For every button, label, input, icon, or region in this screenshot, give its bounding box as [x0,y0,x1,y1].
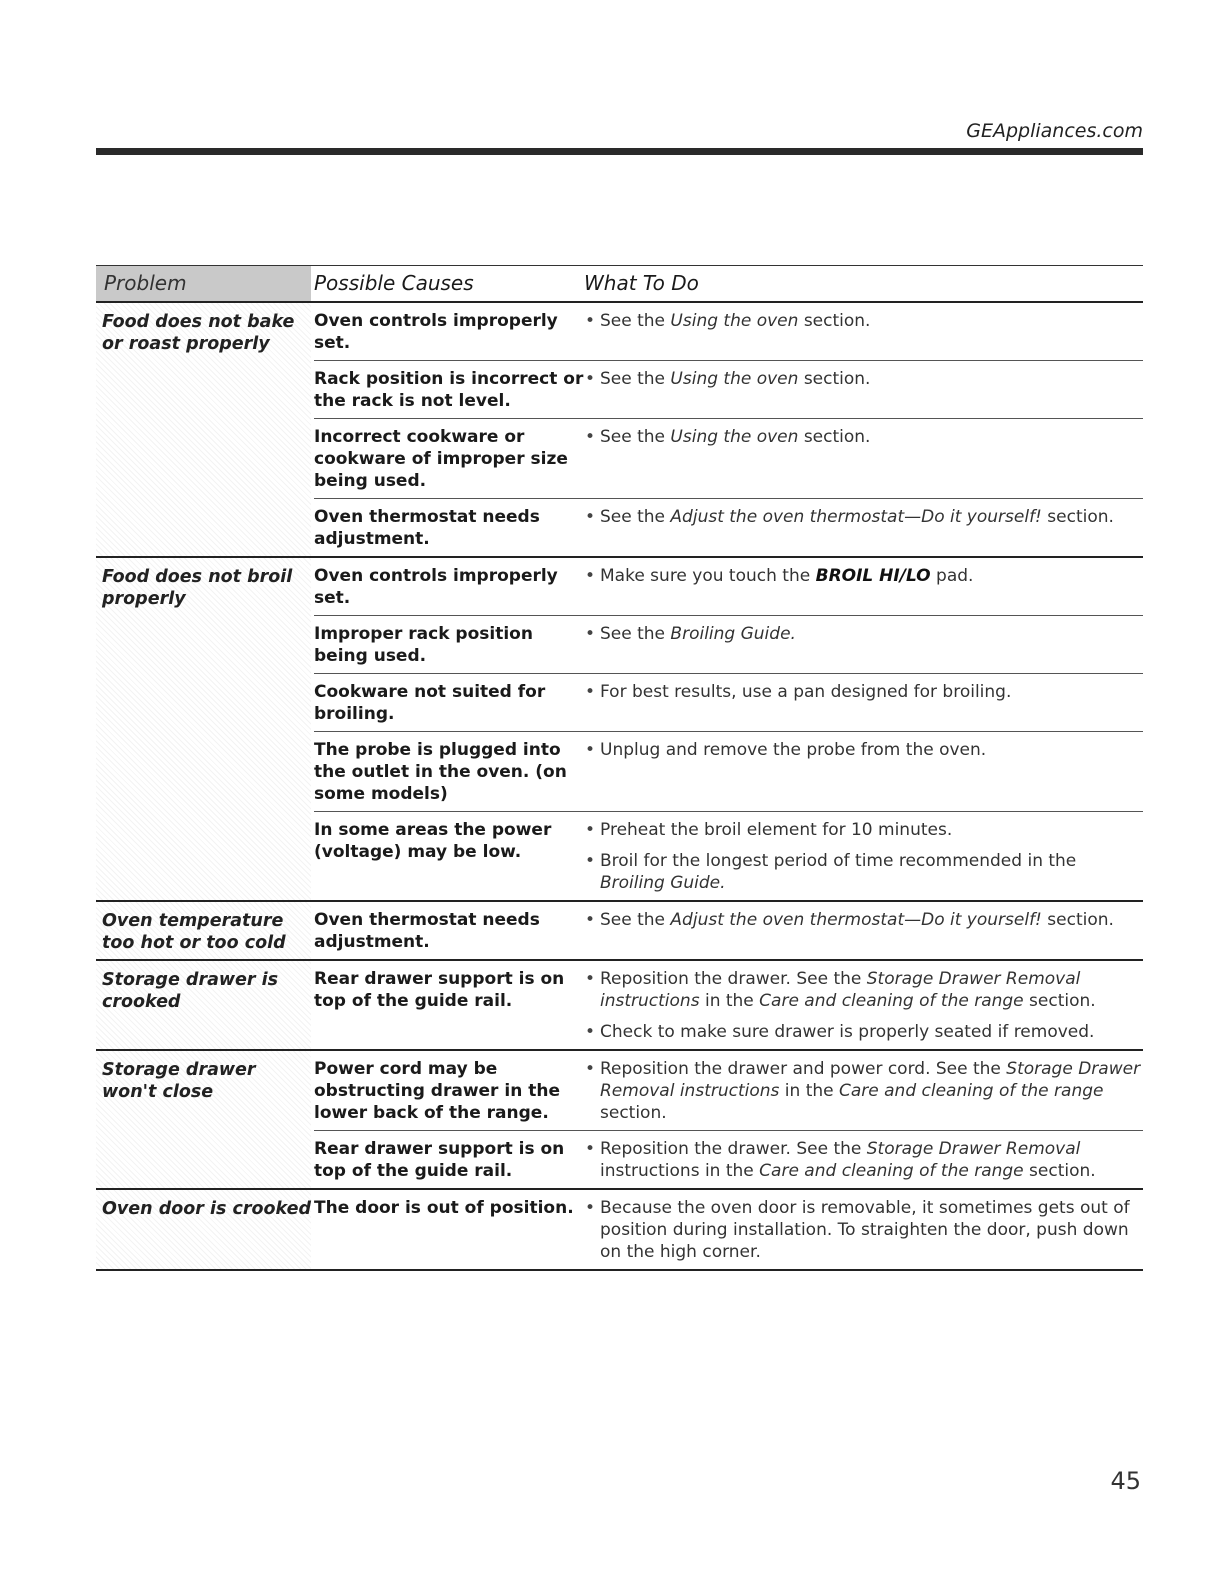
reference-text: Broiling Guide. [600,873,726,893]
reference-text: Broiling Guide. [670,624,796,644]
table-row [314,499,1143,556]
possible-cause: In some areas the power (voltage) may be low. [314,820,552,862]
action-bullet [584,1197,1143,1263]
table-row [314,361,1143,419]
reference-text: Care and cleaning of the range [759,991,1024,1011]
reference-text: Adjust the oven thermostat—Do it yourself! [670,507,1042,527]
action-text: in the [699,991,760,1011]
problem-cell [96,902,311,959]
reference-text: Using the oven [670,369,799,389]
table-row [314,812,1143,900]
action-bullet [584,739,1143,761]
action-bullet [584,1138,1143,1182]
action-text: Preheat the broil element for 10 minutes. [600,820,953,840]
problem-cell [96,558,311,900]
action-text: section. [1041,507,1114,527]
action-text: Reposition the drawer. See the [600,1139,867,1159]
table-row [314,558,1143,616]
reference-text: Using the oven [670,311,799,331]
reference-text: Storage Drawer Removal instructions [600,1059,1141,1101]
action-text: section. [1023,991,1096,1011]
problem-label: Oven temperature too hot or too cold [102,911,286,953]
action-bullet [584,368,1143,390]
problem-label: Storage drawer won't close [102,1060,256,1102]
action-text: section. [798,369,871,389]
action-bullet [584,968,1143,1012]
action-text: section. [798,427,871,447]
what-to-do [584,961,1143,1049]
action-bullet [584,506,1143,528]
possible-cause: Power cord may be obstructing drawer in the lower back of the range. [314,1059,560,1123]
what-to-do [584,303,1143,360]
possible-cause: Rack position is incorrect or the rack is not level. [314,369,584,411]
possible-cause: The probe is plugged into the outlet in the oven. (on some models) [314,740,567,804]
table-header [96,266,1143,303]
action-text: See the [600,369,671,389]
possible-cause: Incorrect cookware or cookware of improper size being used. [314,427,568,491]
action-text: in the [779,1081,839,1101]
problem-group [96,902,1143,961]
action-text: For best results, use a pan designed for broiling. [600,682,1012,702]
action-bullet [584,1058,1143,1124]
problem-group [96,1051,1143,1190]
action-text: See the [600,311,671,331]
what-to-do [584,732,1143,811]
possible-cause: The door is out of position. [314,1198,574,1218]
what-to-do [584,902,1143,959]
action-bullet [584,310,1143,332]
possible-cause: Oven controls improperly set. [314,566,558,608]
table-row [314,674,1143,732]
action-text: Make sure you touch the [600,566,816,586]
what-to-do [584,1051,1143,1130]
what-to-do [584,558,1143,615]
action-text: Reposition the drawer and power cord. See the [600,1059,1007,1079]
reference-text: Using the oven [670,427,799,447]
problem-group [96,1190,1143,1271]
what-to-do [584,361,1143,418]
action-text: instructions in the [600,1161,760,1181]
what-to-do [584,1131,1143,1188]
table-row [314,961,1143,1049]
problem-label: Food does not broil properly [102,567,293,609]
action-text: Reposition the drawer. See the [600,969,867,989]
action-text: section. [798,311,871,331]
site-url: GEAppliances.com [966,120,1143,142]
what-to-do [584,499,1143,556]
action-text: See the [600,427,671,447]
action-bullet [584,565,1143,587]
page-number: 45 [1110,1467,1141,1495]
header-rule [96,148,1143,155]
action-bullet [584,850,1143,894]
action-text: Unplug and remove the probe from the oven. [600,740,987,760]
what-to-do [584,674,1143,731]
action-text: section. [1023,1161,1096,1181]
action-bullet [584,681,1143,703]
problem-label: Food does not bake or roast properly [102,312,295,354]
reference-text: Adjust the oven thermostat—Do it yourself! [670,910,1042,930]
column-header-todo: What To Do [584,271,699,295]
action-text: Check to make sure drawer is properly seated if removed. [600,1022,1095,1042]
action-bullet [584,1021,1143,1043]
troubleshooting-table [96,265,1143,1271]
what-to-do [584,616,1143,673]
problem-group [96,303,1143,558]
possible-cause: Oven thermostat needs adjustment. [314,910,540,952]
column-header-problem: Problem [96,266,311,301]
possible-cause: Rear drawer support is on top of the guide rail. [314,1139,565,1181]
action-text: Broil for the longest period of time recommended in the [600,851,1077,871]
possible-cause: Rear drawer support is on top of the guide rail. [314,969,565,1011]
table-row [314,902,1143,959]
action-bullet [584,623,1143,645]
possible-cause: Oven thermostat needs adjustment. [314,507,540,549]
action-text: See the [600,910,671,930]
table-row [314,732,1143,812]
table-row [314,1131,1143,1188]
table-row [314,1051,1143,1131]
action-bullet [584,819,1143,841]
table-row [314,419,1143,499]
reference-text: Care and cleaning of the range [759,1161,1024,1181]
problem-group [96,558,1143,902]
action-text: pad. [930,566,974,586]
problem-cell [96,303,311,556]
possible-cause: Cookware not suited for broiling. [314,682,546,724]
possible-cause: Oven controls improperly set. [314,311,558,353]
problem-cell [96,1190,311,1269]
action-text: See the [600,507,671,527]
problem-group [96,961,1143,1051]
reference-text: Care and cleaning of the range [839,1081,1104,1101]
what-to-do [584,419,1143,498]
action-text: See the [600,624,671,644]
problem-cell [96,1051,311,1188]
table-row [314,616,1143,674]
action-bullet [584,426,1143,448]
problem-label: Storage drawer is crooked [102,970,279,1012]
reference-text: Storage Drawer Removal instructions [600,969,1081,1011]
table-row [314,1190,1143,1269]
table-body [96,303,1143,1271]
button-reference: BROIL HI/LO [815,566,931,586]
action-text: Because the oven door is removable, it sometimes gets out of position during installation. To straighten the door, push down on the high corner. [600,1198,1130,1262]
action-text: section. [1041,910,1114,930]
problem-label: Oven door is crooked [102,1199,311,1219]
table-row [314,303,1143,361]
action-bullet [584,909,1143,931]
reference-text: Storage Drawer Removal [866,1139,1081,1159]
problem-cell [96,961,311,1049]
what-to-do [584,1190,1143,1269]
column-header-causes: Possible Causes [314,271,474,295]
what-to-do [584,812,1143,900]
action-text: section. [600,1103,667,1123]
possible-cause: Improper rack position being used. [314,624,533,666]
